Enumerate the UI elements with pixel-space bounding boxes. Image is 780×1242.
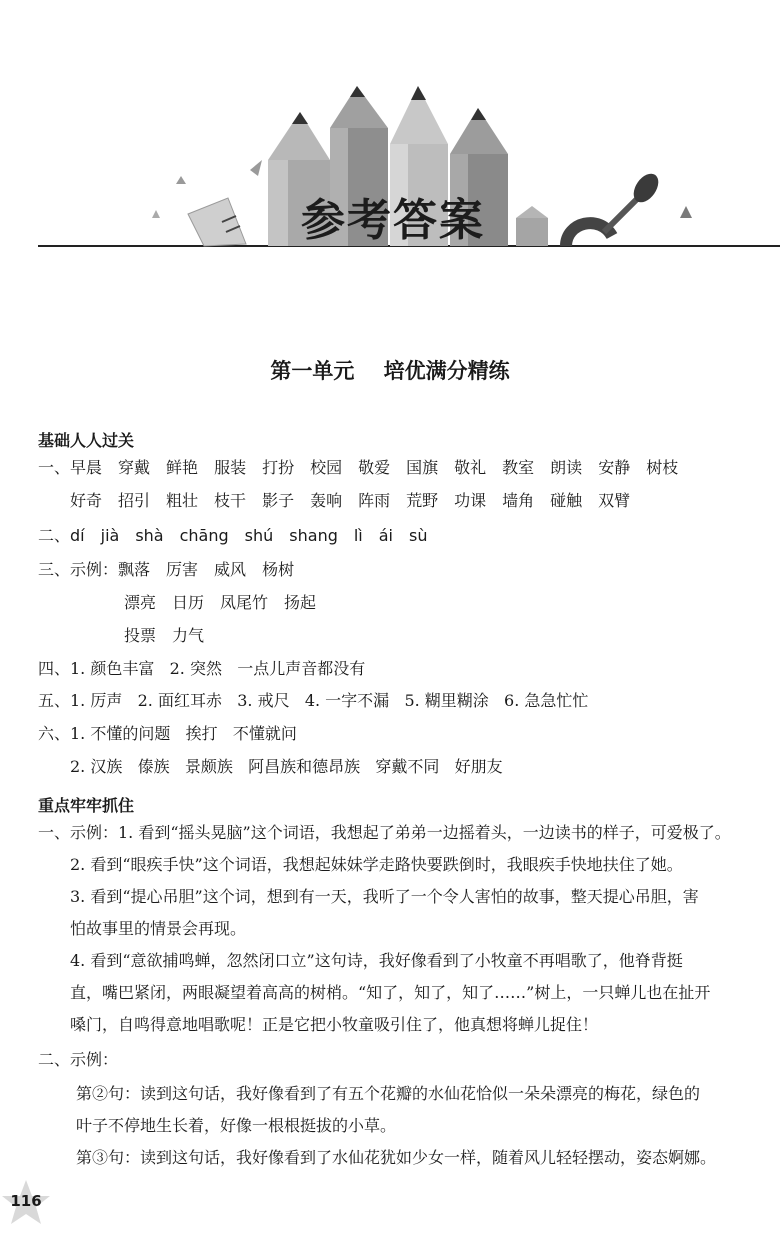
pinyin-answer: jià <box>100 526 120 545</box>
answer-word: 安静 <box>598 458 631 477</box>
banner-title: 参考答案 <box>301 195 485 246</box>
question-6-row-1: 六、1. 不懂的问题 挨打 不懂就问 <box>38 724 297 743</box>
answer-word: 力气 <box>172 626 205 645</box>
answer-word: 枝干 <box>214 491 247 510</box>
question-1-row-1 <box>38 457 678 479</box>
answer-word: 敬爱 <box>358 458 391 477</box>
answer-word: 鲜艳 <box>166 458 199 477</box>
answer-word: 影子 <box>262 491 295 510</box>
paragraph-line: 一、示例：1. 看到“摇头晃脑”这个词语，我想起了弟弟一边摇着头，一边读书的样子，可爱极了。 <box>38 823 731 842</box>
answer-word: 好奇 <box>70 491 103 510</box>
pinyin-answer: lì <box>353 526 363 545</box>
answer-word: 朗读 <box>550 458 583 477</box>
answer-word: 投票 <box>124 626 157 645</box>
answer-word: 墙角 <box>502 491 535 510</box>
paragraph-line: 3. 看到“提心吊胆”这个词，想到有一天，我听了一个令人害怕的故事，整天提心吊胆，害 <box>70 887 699 906</box>
question-3-row-3 <box>124 625 220 647</box>
answer-word: 扬起 <box>284 593 317 612</box>
answer-word: 飘落 <box>118 560 151 579</box>
question-3-row-1 <box>38 559 310 581</box>
question-number: 三、示例： <box>38 560 119 579</box>
answer-word: 早晨 <box>70 458 103 477</box>
paragraph-line: 2. 看到“眼疾手快”这个词语，我想起妹妹学走路快要跌倒时，我眼疾手快地扶住了她。 <box>70 855 683 874</box>
answer-word: 树枝 <box>646 458 679 477</box>
section-heading-key: 重点牢牢抓住 <box>38 796 135 815</box>
pinyin-answer: sù <box>409 526 428 545</box>
answer-word: 教室 <box>502 458 535 477</box>
paragraph-line: 直，嘴巴紧闭，两眼凝望着高高的树梢。“知了，知了，知了……”树上，一只蝉儿也在扯开 <box>70 983 711 1002</box>
question-4: 四、1. 颜色丰富 2. 突然 一点儿声音都没有 <box>38 659 366 678</box>
pinyin-answer: dí <box>70 526 85 545</box>
paragraph-line: 4. 看到“意欲捕鸣蝉，忽然闭口立”这句诗，我好像看到了小牧童不再唱歌了，他脊背挺 <box>70 951 683 970</box>
answer-word: 粗壮 <box>166 491 199 510</box>
paragraph-line: 二、示例： <box>38 1050 119 1069</box>
paragraph-line: 嗓门，自鸣得意地唱歌呢！正是它把小牧童吸引住了，他真想将蝉儿捉住！ <box>70 1015 599 1034</box>
answer-word: 威风 <box>214 560 247 579</box>
paragraph-line: 叶子不停地生长着，好像一根根挺拔的小草。 <box>76 1116 397 1135</box>
answer-word: 服装 <box>214 458 247 477</box>
header-banner <box>0 0 780 260</box>
pinyin-answer: shang <box>289 526 338 545</box>
answer-word: 日历 <box>172 593 205 612</box>
question-2-pinyin <box>38 525 443 547</box>
section-heading-basic: 基础人人过关 <box>38 431 135 450</box>
answer-word: 阵雨 <box>358 491 391 510</box>
answer-word: 招引 <box>118 491 151 510</box>
answer-word: 穿戴 <box>118 458 151 477</box>
pinyin-answer: shú <box>244 526 274 545</box>
answer-word: 荒野 <box>406 491 439 510</box>
paragraph-line: 怕故事里的情景会再现。 <box>70 919 247 938</box>
answer-word: 轰响 <box>310 491 343 510</box>
question-5: 五、1. 厉声 2. 面红耳赤 3. 戒尺 4. 一字不漏 5. 糊里糊涂 6. 急急忙忙 <box>38 691 589 710</box>
paragraph-line: 第②句：读到这句话，我好像看到了有五个花瓣的水仙花恰似一朵朵漂亮的梅花，绿色的 <box>76 1084 701 1103</box>
question-6-row-2: 2. 汉族 傣族 景颇族 阿昌族和德昂族 穿戴不同 好朋友 <box>70 757 503 776</box>
answer-word: 打扮 <box>262 458 295 477</box>
answer-word: 功课 <box>454 491 487 510</box>
question-3-row-2 <box>124 592 332 614</box>
pinyin-answer: ái <box>378 526 393 545</box>
answer-word: 漂亮 <box>124 593 157 612</box>
pinyin-answer: shà <box>135 526 164 545</box>
page-number: 116 <box>10 1192 42 1210</box>
paragraph-line: 第③句：读到这句话，我好像看到了水仙花犹如少女一样，随着风儿轻轻摆动，姿态婀娜。 <box>76 1148 717 1167</box>
unit-title: 第一单元 培优满分精练 <box>270 359 510 383</box>
answer-word: 凤尾竹 <box>220 593 269 612</box>
answer-word: 校园 <box>310 458 343 477</box>
answer-word: 敬礼 <box>454 458 487 477</box>
pinyin-answer: chāng <box>179 526 229 545</box>
question-number: 二、 <box>38 526 71 545</box>
answer-word: 国旗 <box>406 458 439 477</box>
answer-word: 碰触 <box>550 491 583 510</box>
question-number: 一、 <box>38 458 71 477</box>
question-1-row-2 <box>70 490 646 512</box>
answer-word: 杨树 <box>262 560 295 579</box>
answer-word: 厉害 <box>166 560 199 579</box>
answer-word: 双臂 <box>598 491 631 510</box>
